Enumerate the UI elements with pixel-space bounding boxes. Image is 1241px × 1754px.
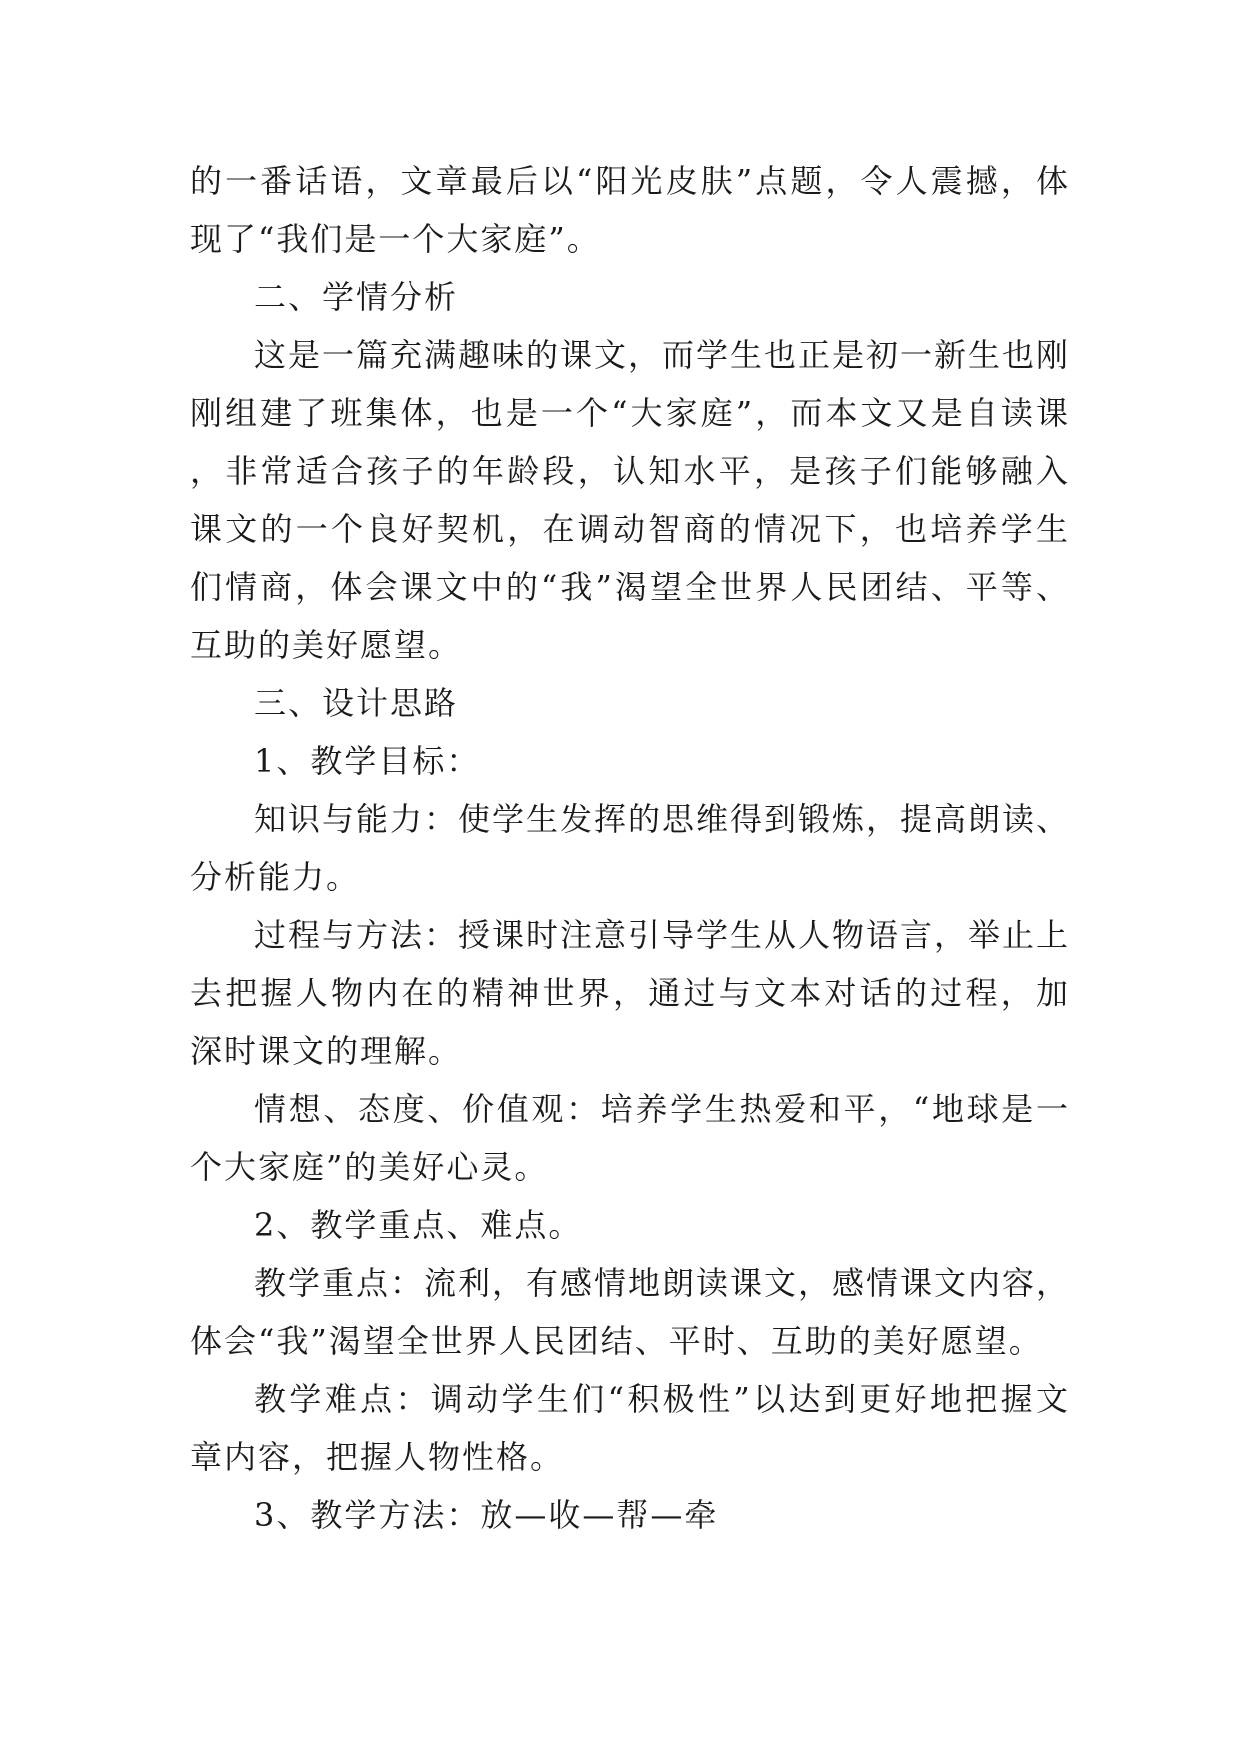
paragraph-values: 情想、态度、价值观：培养学生热爱和平，“地球是一个大家庭”的美好心灵。 bbox=[190, 1090, 1070, 1186]
section-heading-learning-analysis: 二、学情分析 bbox=[254, 278, 459, 316]
paragraph-teaching-focus: 教学重点：流利，有感情地朗读课文，感情课文内容，体会“我”渴望全世界人民团结、平时、互助的美好愿望。 bbox=[190, 1264, 1071, 1360]
section-heading-design-ideas: 三、设计思路 bbox=[254, 684, 459, 722]
paragraph-teaching-difficulty: 教学难点：调动学生们“积极性”以达到更好地把握文章内容，把握人物性格。 bbox=[190, 1380, 1070, 1476]
document-body bbox=[190, 152, 1070, 1544]
subheading-teaching-goals: 1、教学目标： bbox=[254, 742, 481, 780]
paragraph-knowledge-ability: 知识与能力：使学生发挥的思维得到锻炼，提高朗读、分析能力。 bbox=[190, 800, 1071, 896]
paragraph-continuation: 的一番话语，文章最后以“阳光皮肤”点题，令人震撼，体现了“我们是一个大家庭”。 bbox=[190, 162, 1070, 258]
paragraph-process-method: 过程与方法：授课时注意引导学生从人物语言，举止上去把握人物内在的精神世界，通过与文本对话的过程，加深时课文的理解。 bbox=[190, 916, 1071, 1070]
subheading-key-points: 2、教学重点、难点。 bbox=[254, 1206, 583, 1244]
subheading-teaching-method: 3、教学方法：放—收—帮—牵 bbox=[254, 1496, 719, 1534]
paragraph-learning-analysis: 这是一篇充满趣味的课文，而学生也正是初一新生也刚刚组建了班集体，也是一个“大家庭”，而本文又是自读课，非常适合孩子的年龄段，认知水平，是孩子们能够融入课文的一个良好契机，在调动智商的情况下，也培养学生们情商，体会课文中的“我”渴望全世界人民团结、平等、互助的美好愿望。 bbox=[190, 336, 1071, 664]
